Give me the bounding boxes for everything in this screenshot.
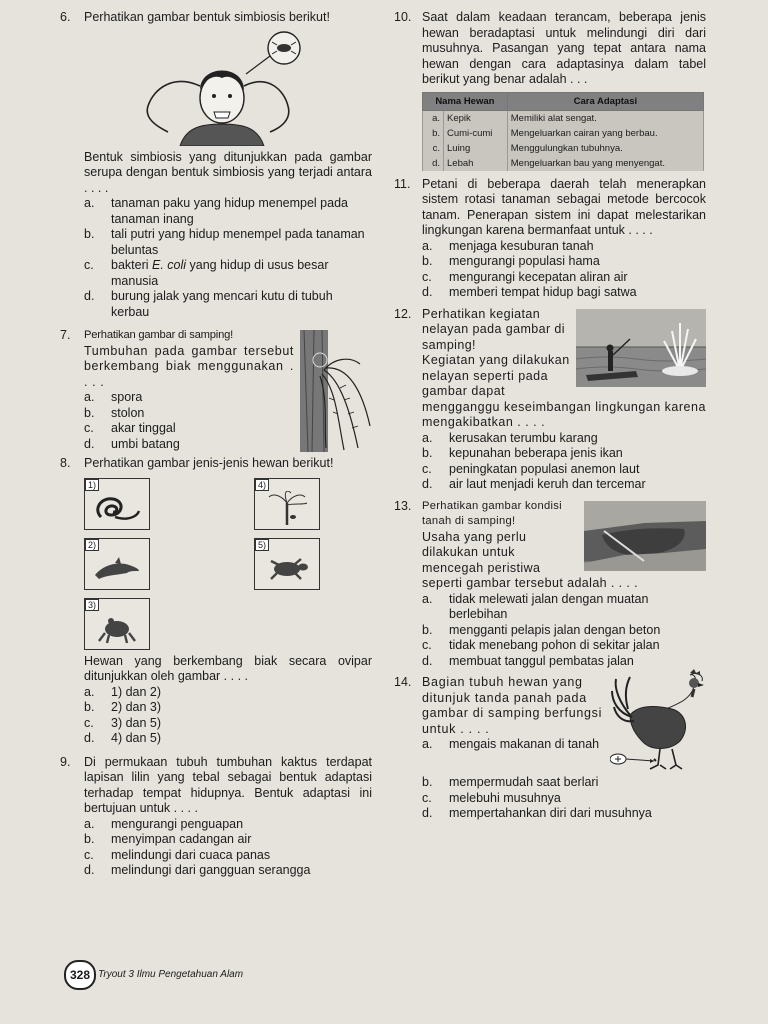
table-header-animal: Nama Hewan (423, 92, 508, 110)
animal-box-hydra: 4) (254, 478, 320, 530)
question-9 (60, 755, 372, 879)
page-number: 328 (64, 960, 96, 990)
option-b[interactable]: b. stolon (84, 405, 145, 420)
option-d[interactable]: d. mempertahankan diri dari musuhnya (422, 806, 652, 820)
animal-box-frog: 3) (84, 598, 150, 650)
option-a[interactable]: a. spora (84, 390, 143, 404)
question-stem: Usaha yang perlu dilakukan untuk mencegah peristiwa seperti gambar tersebut adalah . . . . (422, 529, 639, 590)
option-c[interactable]: c. mengurangi kecepatan aliran air (422, 269, 628, 284)
option-b[interactable]: b. mempermudah saat berlari (422, 775, 599, 789)
question-11 (394, 177, 706, 301)
question-stem: Petani di beberapa daerah telah menerapkan sistem rotasi tanaman sebagai metode bercocok tanam. Penerapan sistem ini dapat melestarikan lingkungan karena bermanfaat untuk . . . . (422, 176, 706, 237)
question-number: 6. (60, 10, 71, 24)
table-header-adaptation: Cara Adaptasi (507, 92, 703, 110)
option-b[interactable]: b. mengganti pelapis jalan dengan beton (422, 622, 661, 637)
option-a[interactable]: a. kerusakan terumbu karang (422, 430, 598, 445)
question-6 (60, 10, 372, 320)
option-c[interactable]: c. peningkatan populasi anemon laut (422, 461, 640, 476)
table-row[interactable]: b. Cumi-cumi Mengeluarkan cairan yang berbau. (423, 126, 704, 141)
question-stem: Di permukaan tubuh tumbuhan kaktus terdapat lapisan lilin yang tebal sebagai bentuk adaptasi terhadap tempat hidupnya. Bentuk adaptasi ini bertujuan untuk . . . . (84, 754, 372, 815)
question-number: 11. (394, 176, 411, 191)
option-a[interactable]: a. tidak melewati jalan dengan muatan berlebihan (422, 591, 649, 621)
question-number: 14. (394, 675, 412, 689)
animal-box-dolphin: 2) (84, 538, 150, 590)
frog-icon (93, 611, 141, 645)
landslide-road-figure (584, 501, 706, 571)
table-row[interactable]: d. Lebah Mengeluarkan bau yang menyengat. (423, 156, 704, 171)
option-c[interactable]: c. melindungi dari cuaca panas (84, 847, 271, 862)
page-footer (64, 960, 284, 990)
option-b[interactable]: b. 2) dan 3) (84, 700, 162, 714)
option-a[interactable]: a. tanaman paku yang hidup menempel pada tanaman inang (84, 196, 348, 226)
option-c[interactable]: c. melebuhi musuhnya (422, 790, 561, 805)
question-13 (394, 499, 706, 670)
option-a[interactable]: a. menjaga kesuburan tanah (422, 238, 594, 253)
question-stem: Perhatikan gambar jenis-jenis hewan berikut! (84, 456, 334, 470)
option-d[interactable]: d. umbi batang (84, 436, 180, 451)
hydra-icon (263, 491, 311, 525)
boy-scratching-head-figure (134, 28, 304, 146)
question-stem: Bentuk simbiosis yang ditunjukkan pada gambar serupa dengan bentuk simbiosis yang terjadi antara . . . . (84, 149, 372, 195)
question-12 (394, 307, 706, 493)
question-stem: Perhatikan gambar kondisi tanah di samping! (422, 499, 562, 527)
question-stem: Perhatikan gambar bentuk simbiosis berikut! (84, 10, 330, 24)
option-b[interactable]: b. kepunahan beberapa jenis ikan (422, 446, 623, 460)
question-8 (60, 456, 372, 747)
question-stem: Kegiatan yang dilakukan nelayan seperti pada gambar dapat mengganggu keseimbangan lingkungan karena mengakibatkan . . . . (422, 353, 706, 429)
question-number: 9. (60, 754, 71, 769)
option-c[interactable]: c. tidak menebang pohon di sekitar jalan (422, 638, 660, 652)
question-number: 13. (394, 498, 412, 513)
snake-icon (93, 491, 141, 525)
animal-figures (84, 478, 372, 648)
table-row[interactable]: c. Luing Menggulungkan tubuhnya. (423, 141, 704, 156)
question-14 (394, 675, 706, 822)
question-number: 7. (60, 328, 71, 342)
option-d[interactable]: d. melindungi dari gangguan serangga (84, 863, 311, 877)
question-stem: Perhatikan gambar di samping! (84, 329, 234, 341)
option-c[interactable]: c. akar tinggal (84, 421, 176, 435)
option-b[interactable]: b. menyimpan cadangan air (84, 832, 252, 846)
question-stem: Perhatikan kegiatan nelayan pada gambar di samping! (422, 306, 565, 352)
option-a[interactable]: a. 1) dan 2) (84, 684, 162, 699)
question-7 (60, 328, 372, 452)
question-number: 10. (394, 10, 412, 24)
option-a[interactable]: a. mengurangi penguapan (84, 816, 244, 831)
option-d[interactable]: d. membuat tanggul pembatas jalan (422, 653, 634, 668)
rooster-figure (610, 669, 706, 775)
option-d[interactable]: d. air laut menjadi keruh dan tercemar (422, 477, 646, 491)
question-number: 8. (60, 456, 71, 470)
option-d[interactable]: d. memberi tempat hidup bagi satwa (422, 285, 637, 299)
turtle-icon (263, 551, 311, 585)
right-column (394, 10, 706, 826)
fern-on-tree-figure (300, 330, 372, 452)
option-d[interactable]: d. 4) dan 5) (84, 731, 162, 745)
fisherman-blast-fishing-figure (576, 309, 706, 387)
animal-box-turtle: 5) (254, 538, 320, 590)
option-c[interactable]: c. bakteri E. coli yang hidup di usus besar manusia (84, 258, 329, 288)
question-stem: Tumbuhan pada gambar tersebut berkembang biak menggunakan . . . . (84, 343, 294, 389)
option-a[interactable]: a. mengais makanan di tanah (422, 737, 600, 751)
option-b[interactable]: b. tali putri yang hidup menempel pada tanaman beluntas (84, 227, 365, 257)
option-c[interactable]: c. 3) dan 5) (84, 715, 162, 730)
table-row[interactable]: a. Kepik Memiliki alat sengat. (423, 110, 704, 126)
left-column (60, 10, 372, 883)
dolphin-icon (93, 551, 141, 585)
question-10 (394, 10, 706, 88)
option-d[interactable]: d. burung jalak yang mencari kutu di tubuh kerbau (84, 289, 333, 319)
question-stem: Bagian tubuh hewan yang ditunjuk tanda panah pada gambar di samping berfungsi untuk . . . . (422, 675, 603, 736)
question-number: 12. (394, 306, 412, 321)
footer-title: Tryout 3 Ilmu Pengetahuan Alam (98, 969, 244, 980)
question-stem: Hewan yang berkembang biak secara ovipar ditunjukkan oleh gambar . . . . (84, 653, 372, 683)
question-stem: Saat dalam keadaan terancam, beberapa jenis hewan beradaptasi untuk melindungi diri dari musuhnya. Pasangan yang tepat antara nama hewan dengan cara adaptasinya dalam tabel berikut yang benar adalah . . . (422, 10, 706, 86)
option-b[interactable]: b. mengurangi populasi hama (422, 254, 600, 268)
animal-box-snake: 1) (84, 478, 150, 530)
adaptation-table (422, 92, 704, 171)
